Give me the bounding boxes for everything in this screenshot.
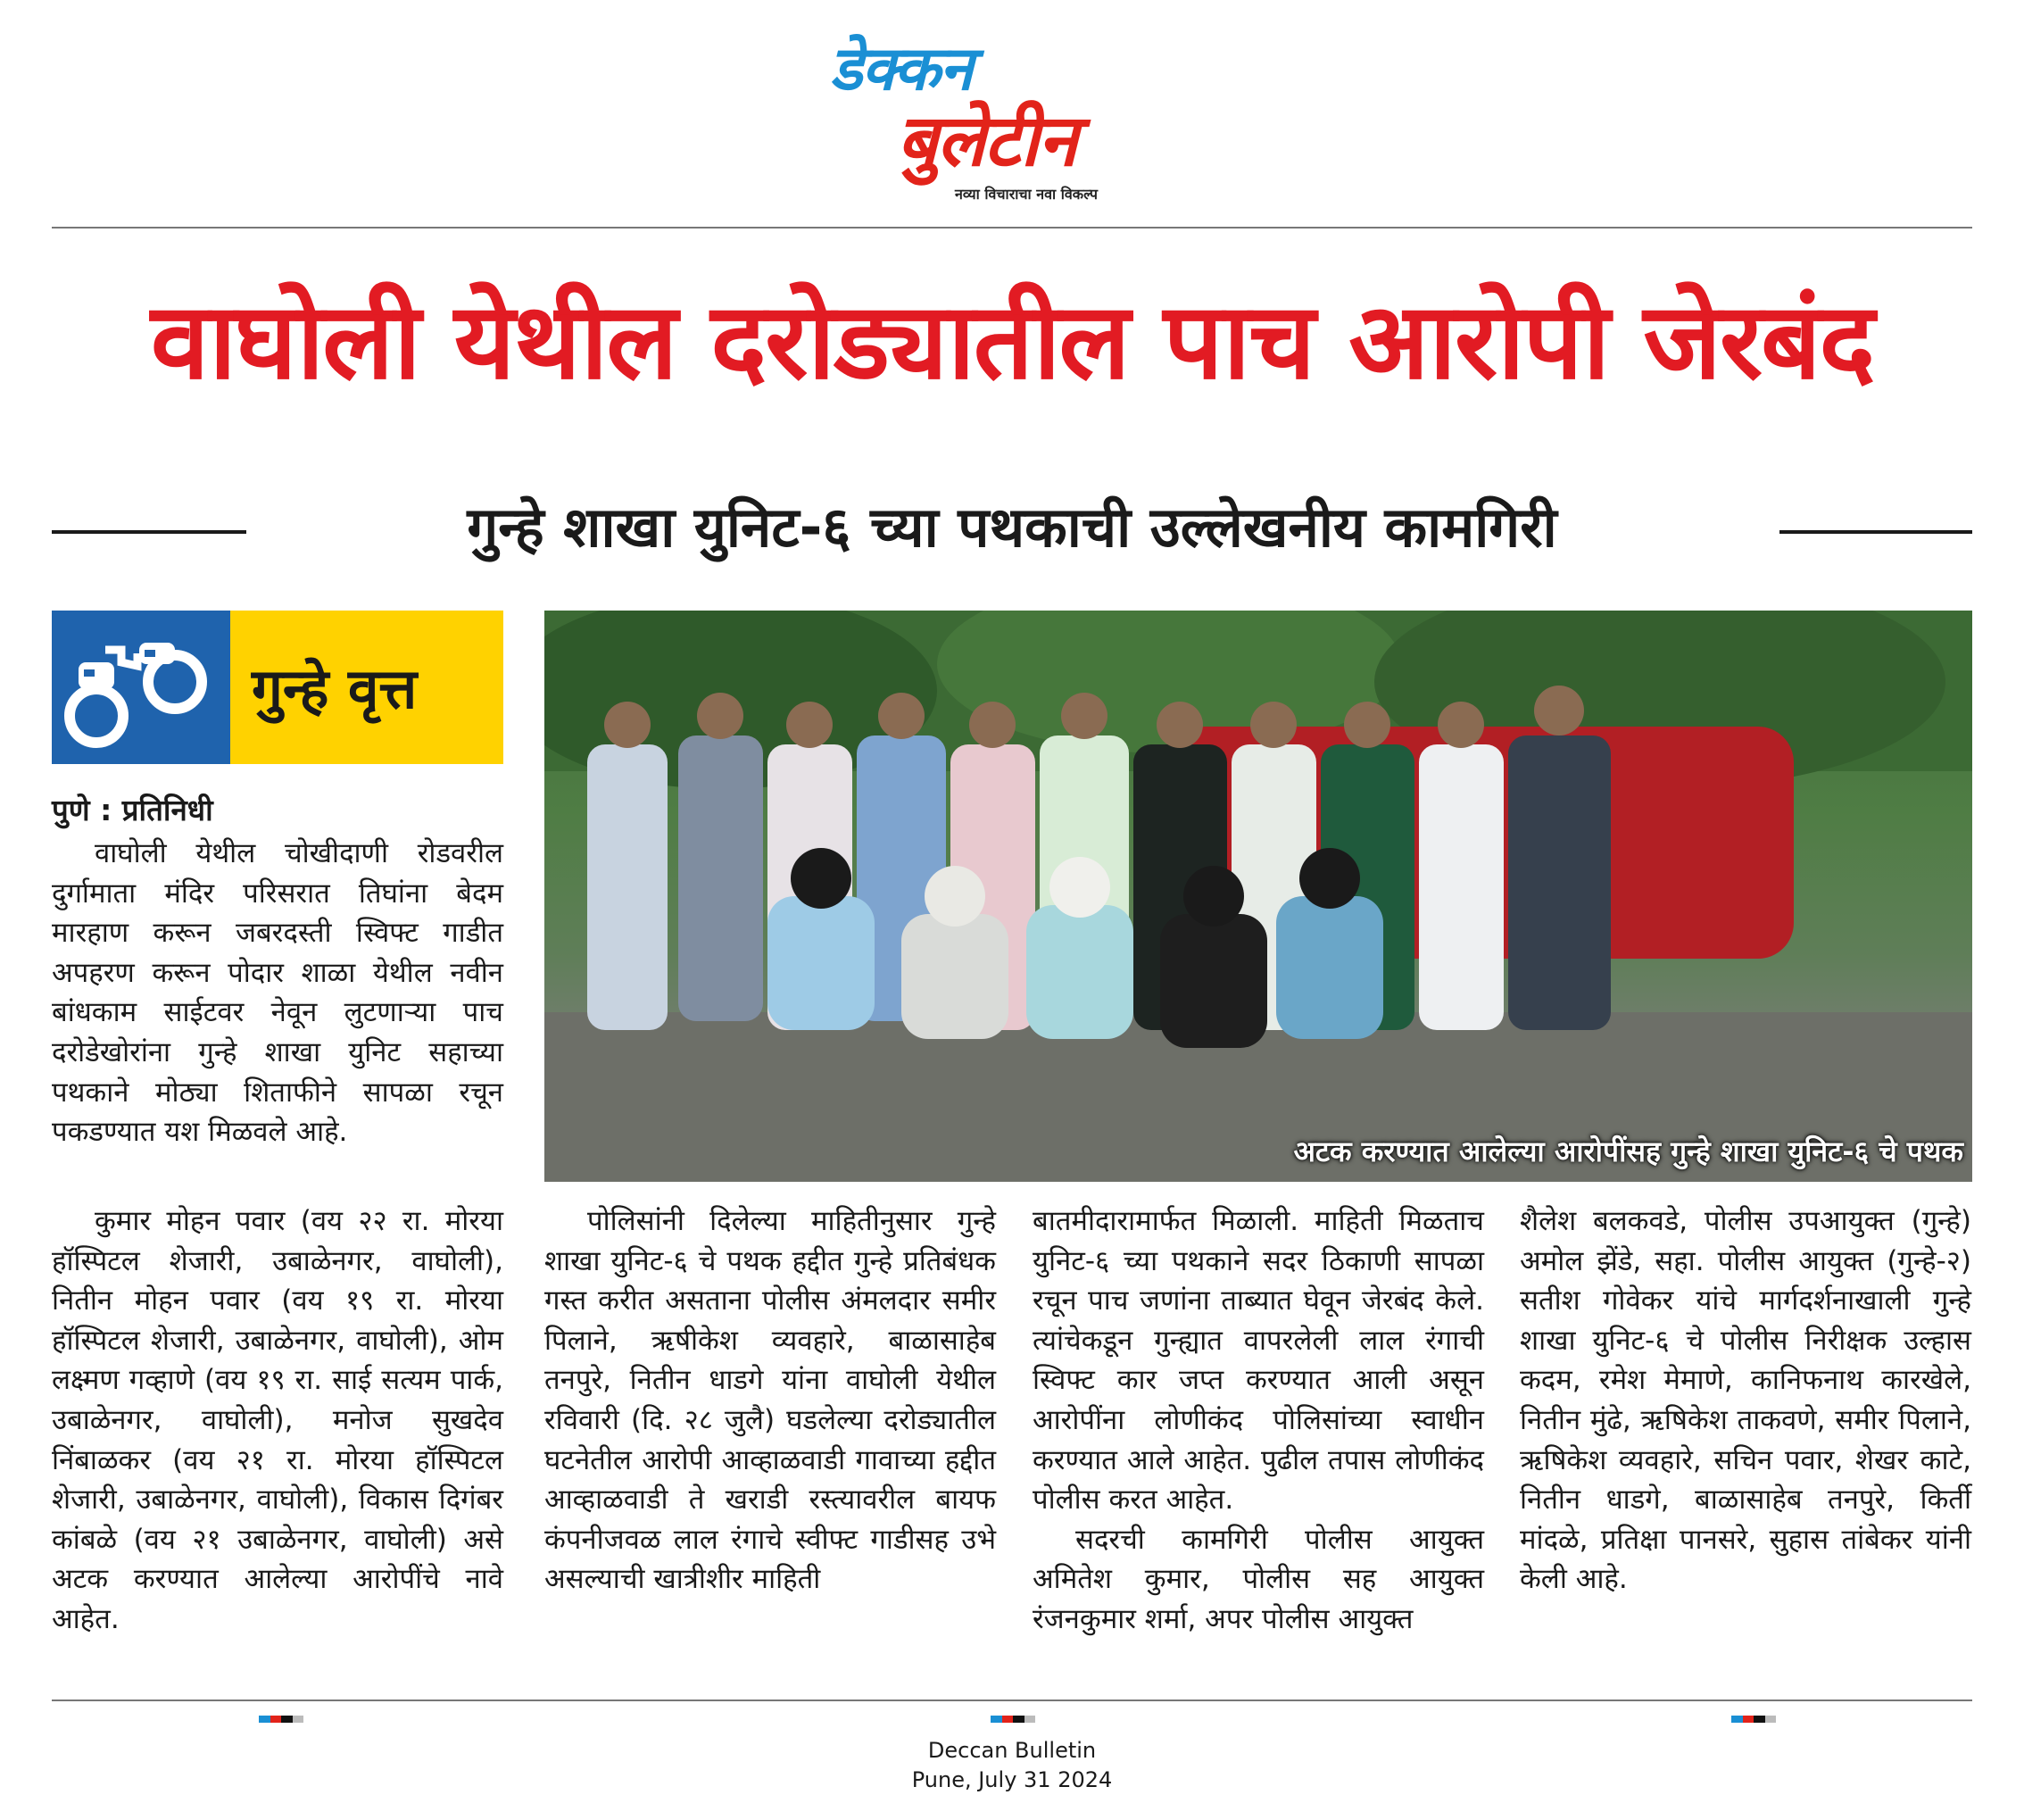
footer-divider (52, 1699, 1972, 1701)
subhead-left-rule (52, 530, 246, 534)
police-team-photo (544, 611, 1972, 1182)
logo-line-2: बुलेटीन (897, 99, 1077, 182)
dateline: पुणे : प्रतिनिधी (52, 793, 213, 827)
footer-publication: Deccan Bulletin (927, 1738, 1097, 1763)
article-paragraph-5: सदरची कामगिरी पोलीस आयुक्त अमितेश कुमार, पोलीस सह आयुक्त रंजनकुमार शर्मा, अपर पोलीस आयुक्त (1033, 1523, 1484, 1635)
article-paragraph-3: पोलिसांनी दिलेल्या माहितीनुसार गुन्हे शाखा युनिट-६ चे पथक हद्दीत गुन्हे प्रतिबंधक गस्त करीत असताना पोलीस अंमलदार समीर पिलाने, ऋषीकेश व्यवहारे, बाळासाहेब तनपुरे, नितीन धाडगे यांना वाघोली येथील रविवारी (दि. २८ जुलै) घडलेल्या दरोड्यातील घटनेतील आरोपी आव्हाळवाडी गावाच्या हद्दीत आव्हाळवाडी ते खराडी रस्त्यावरील बायफ कंपनीजवळ लाल रंगाचे स्वीफ्ट गाडीसह उभे असल्याची खात्रीशीर माहिती (544, 1205, 996, 1596)
masthead-divider (52, 227, 1972, 229)
registration-marker-center (991, 1716, 1035, 1723)
article-column-3 (1033, 1201, 1484, 1640)
photo-caption: अटक करण्यात आलेल्या आरोपींसह गुन्हे शाखा युनिट-६ चे पथक (1293, 1134, 1963, 1168)
logo-tagline: नव्या विचाराचा नवा विकल्प (955, 186, 1099, 203)
group-photo (544, 611, 1972, 1182)
subhead-right-rule (1779, 530, 1972, 534)
article-paragraph-1: वाघोली येथील चोखीदाणी रोडवरील दुर्गामाता मंदिर परिसरात तिघांना बेदम मारहाण करून जबरदस्ती स्विफ्ट गाडीत अपहरण करून पोदार शाळा येथील नवीन बांधकाम साईटवर नेवून लुटणाऱ्या पाच दरोडेखोरांना गुन्हे शाखा युनिट सहाच्या पथकाने मोठ्या शिताफीने सापळा रचून पकडण्यात यश मिळवले आहे. (52, 837, 503, 1149)
footer-place-date: Pune, July 31 2024 (911, 1767, 1113, 1792)
banner-icon-panel (52, 611, 230, 764)
article-column-1-top (52, 834, 503, 1152)
handcuffs-icon (52, 611, 230, 764)
article-column-4 (1520, 1201, 1971, 1600)
article-paragraph-2: कुमार मोहन पवार (वय २२ रा. मोरया हॉस्पिटल शेजारी, उबाळेनगर, वाघोली), नितीन मोहन पवार (वय १९ रा. मोरया हॉस्पिटल शेजारी, उबाळेनगर, वाघोली), ओम लक्ष्मण गव्हाणे (वय १९ रा. साई सत्यम पार्क, उबाळेनगर, वाघोली), मनोज सुखदेव निंबाळकर (वय २१ रा. मोरया हॉस्पिटल शेजारी, उबाळेनगर, वाघोली), विकास दिगंबर कांबळे (वय २१ उबाळेनगर, वाघोली) असे अटक करण्यात आलेल्या आरोपींचे नावे आहेत. (52, 1205, 503, 1635)
article-column-2 (544, 1201, 996, 1600)
logo-line-1: डेक्कन (830, 34, 973, 104)
article-column-1-bottom (52, 1201, 503, 1640)
article-paragraph-6: शैलेश बलकवडे, पोलीस उपआयुक्त (गुन्हे) अमोल झेंडे, सहा. पोलीस आयुक्त (गुन्हे-२) सतीश गोवेकर यांचे मार्गदर्शनाखाली गुन्हे शाखा युनिट-६ चे पोलीस निरीक्षक उल्हास कदम, रमेश मेमाणे, कानिफनाथ कारखेले, नितीन मुंढे, ऋषिकेश ताकवणे, समीर पिलाने, ऋषिकेश व्यवहारे, सचिन पवार, शेखर काटे, नितीन धाडगे, बाळासाहेब तनपुरे, किर्ती मांदळे, प्रतिक्षा पानसरे, सुहास तांबेकर यांनी केली आहे. (1520, 1205, 1971, 1596)
headline: वाघोली येथील दरोड्यातील पाच आरोपी जेरबंद (150, 279, 1874, 403)
registration-marker-right (1731, 1716, 1776, 1723)
subheadline: गुन्हे शाखा युनिट-६ च्या पथकाची उल्लेखनीय कामगिरी (467, 494, 1557, 560)
article-paragraph-4: बातमीदारामार्फत मिळाली. माहिती मिळताच युनिट-६ च्या पथकाने सदर ठिकाणी सापळा रचून पाच जणांना ताब्यात घेवून जेरबंद केले. त्यांचेकडून गुन्ह्यात वापरलेली लाल रंगाची स्विफ्ट कार जप्त करण्यात आली असून आरोपींना लोणीकंद पोलिसांच्या स्वाधीन करण्यात आले आहेत. पुढील तपास लोणीकंद पोलीस करत आहेत. (1033, 1205, 1484, 1517)
section-label: गुन्हे वृत्त (252, 656, 418, 721)
registration-marker-left (259, 1716, 303, 1723)
